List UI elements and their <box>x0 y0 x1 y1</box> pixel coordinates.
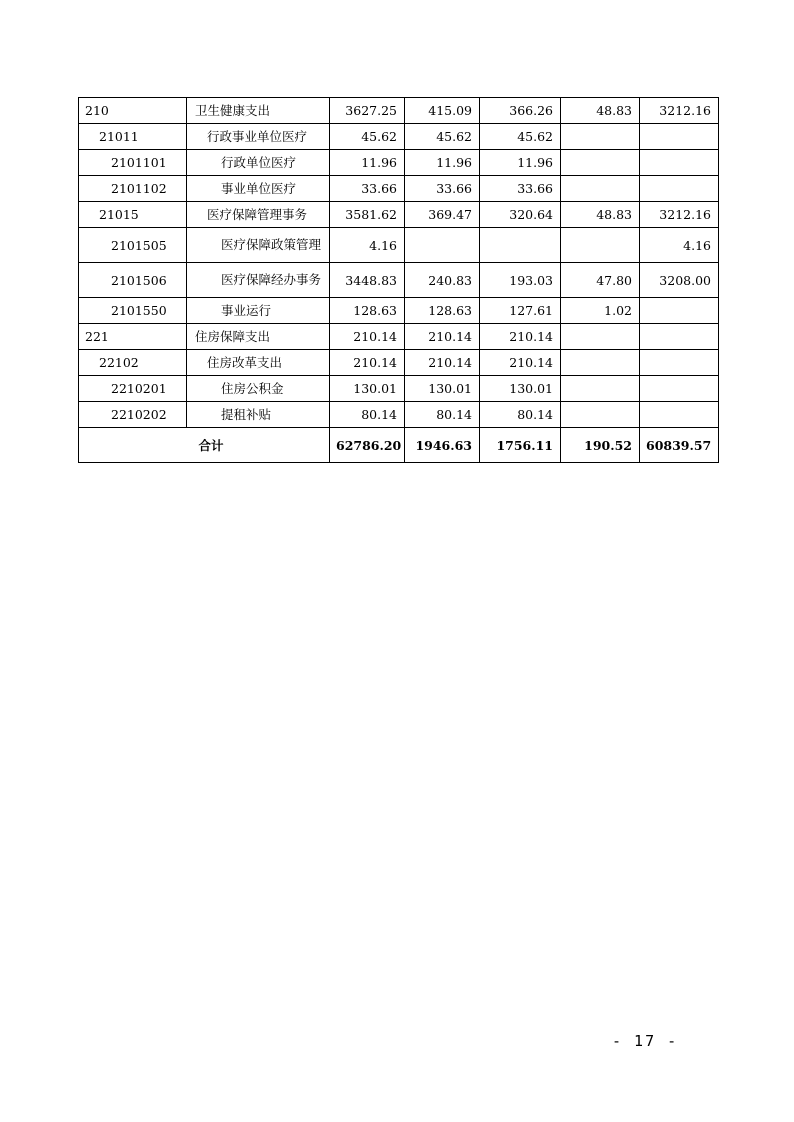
project-expenditure <box>640 376 719 402</box>
personnel-expenditure: 210.14 <box>480 350 561 376</box>
personnel-expenditure: 127.61 <box>480 298 561 324</box>
basic-expenditure: 45.62 <box>405 124 480 150</box>
subject-code: 2210201 <box>79 376 187 402</box>
basic-expenditure: 128.63 <box>405 298 480 324</box>
subject-name: 住房保障支出 <box>187 324 330 350</box>
table-row <box>79 124 719 150</box>
project-expenditure <box>640 124 719 150</box>
subject-name: 提租补贴 <box>187 402 330 428</box>
total-amount: 33.66 <box>330 176 405 202</box>
total-amount: 128.63 <box>330 298 405 324</box>
total-amount: 3448.83 <box>330 263 405 298</box>
subject-name: 事业单位医疗 <box>187 176 330 202</box>
public-expenditure: 48.83 <box>561 202 640 228</box>
personnel-expenditure: 366.26 <box>480 98 561 124</box>
basic-expenditure: 33.66 <box>405 176 480 202</box>
basic-expenditure: 210.14 <box>405 324 480 350</box>
public-expenditure: 1.02 <box>561 298 640 324</box>
subject-name: 行政事业单位医疗 <box>187 124 330 150</box>
public-expenditure: 190.52 <box>561 428 640 463</box>
subject-code: 221 <box>79 324 187 350</box>
project-expenditure <box>640 150 719 176</box>
table-row <box>79 376 719 402</box>
total-amount: 4.16 <box>330 228 405 263</box>
project-expenditure <box>640 324 719 350</box>
total-amount: 11.96 <box>330 150 405 176</box>
personnel-expenditure: 80.14 <box>480 402 561 428</box>
total-amount: 3627.25 <box>330 98 405 124</box>
personnel-expenditure: 33.66 <box>480 176 561 202</box>
public-expenditure: 48.83 <box>561 98 640 124</box>
total-amount: 210.14 <box>330 350 405 376</box>
subject-code: 210 <box>79 98 187 124</box>
public-expenditure <box>561 228 640 263</box>
table-row <box>79 298 719 324</box>
basic-expenditure: 130.01 <box>405 376 480 402</box>
table-row <box>79 228 719 263</box>
subject-code: 21011 <box>79 124 187 150</box>
basic-expenditure: 369.47 <box>405 202 480 228</box>
personnel-expenditure: 11.96 <box>480 150 561 176</box>
public-expenditure <box>561 124 640 150</box>
subject-code: 2101550 <box>79 298 187 324</box>
personnel-expenditure <box>480 228 561 263</box>
total-row <box>79 428 719 463</box>
table-row <box>79 150 719 176</box>
basic-expenditure: 80.14 <box>405 402 480 428</box>
project-expenditure <box>640 350 719 376</box>
table-row <box>79 402 719 428</box>
subject-code: 2101101 <box>79 150 187 176</box>
project-expenditure: 3212.16 <box>640 202 719 228</box>
public-expenditure <box>561 150 640 176</box>
project-expenditure: 60839.57 <box>640 428 719 463</box>
public-expenditure: 47.80 <box>561 263 640 298</box>
subject-name <box>187 263 330 298</box>
total-amount: 45.62 <box>330 124 405 150</box>
public-expenditure <box>561 350 640 376</box>
total-amount: 130.01 <box>330 376 405 402</box>
subject-name: 住房改革支出 <box>187 350 330 376</box>
total-amount: 210.14 <box>330 324 405 350</box>
personnel-expenditure: 320.64 <box>480 202 561 228</box>
subject-code: 2101506 <box>79 263 187 298</box>
basic-expenditure: 11.96 <box>405 150 480 176</box>
project-expenditure <box>640 176 719 202</box>
public-expenditure <box>561 176 640 202</box>
subject-code: 2101102 <box>79 176 187 202</box>
table-row <box>79 176 719 202</box>
personnel-expenditure: 45.62 <box>480 124 561 150</box>
total-label: 合计 <box>79 428 330 463</box>
table-row <box>79 263 719 298</box>
subject-name: 卫生健康支出 <box>187 98 330 124</box>
total-amount: 62786.20 <box>330 428 405 463</box>
table-row <box>79 202 719 228</box>
subject-name: 医疗保障管理事务 <box>187 202 330 228</box>
basic-expenditure: 415.09 <box>405 98 480 124</box>
total-amount: 3581.62 <box>330 202 405 228</box>
table-row <box>79 324 719 350</box>
project-expenditure: 3212.16 <box>640 98 719 124</box>
personnel-expenditure: 210.14 <box>480 324 561 350</box>
subject-code: 2210202 <box>79 402 187 428</box>
subject-name-text: 医疗保障政策管理 <box>221 237 322 252</box>
page-number: - 17 - <box>612 1032 679 1050</box>
basic-expenditure: 210.14 <box>405 350 480 376</box>
subject-name: 行政单位医疗 <box>187 150 330 176</box>
project-expenditure <box>640 402 719 428</box>
total-amount: 80.14 <box>330 402 405 428</box>
subject-name-text: 医疗保障经办事务 <box>221 272 322 287</box>
basic-expenditure: 1946.63 <box>405 428 480 463</box>
personnel-expenditure: 130.01 <box>480 376 561 402</box>
table-row <box>79 350 719 376</box>
public-expenditure <box>561 324 640 350</box>
subject-name: 事业运行 <box>187 298 330 324</box>
subject-code: 21015 <box>79 202 187 228</box>
public-expenditure <box>561 402 640 428</box>
subject-code: 2101505 <box>79 228 187 263</box>
personnel-expenditure: 1756.11 <box>480 428 561 463</box>
subject-name: 住房公积金 <box>187 376 330 402</box>
table-row <box>79 98 719 124</box>
basic-expenditure <box>405 228 480 263</box>
subject-name <box>187 228 330 263</box>
public-expenditure <box>561 376 640 402</box>
personnel-expenditure: 193.03 <box>480 263 561 298</box>
basic-expenditure: 240.83 <box>405 263 480 298</box>
project-expenditure: 4.16 <box>640 228 719 263</box>
project-expenditure <box>640 298 719 324</box>
subject-code: 22102 <box>79 350 187 376</box>
project-expenditure: 3208.00 <box>640 263 719 298</box>
budget-expenditure-table <box>78 97 719 463</box>
